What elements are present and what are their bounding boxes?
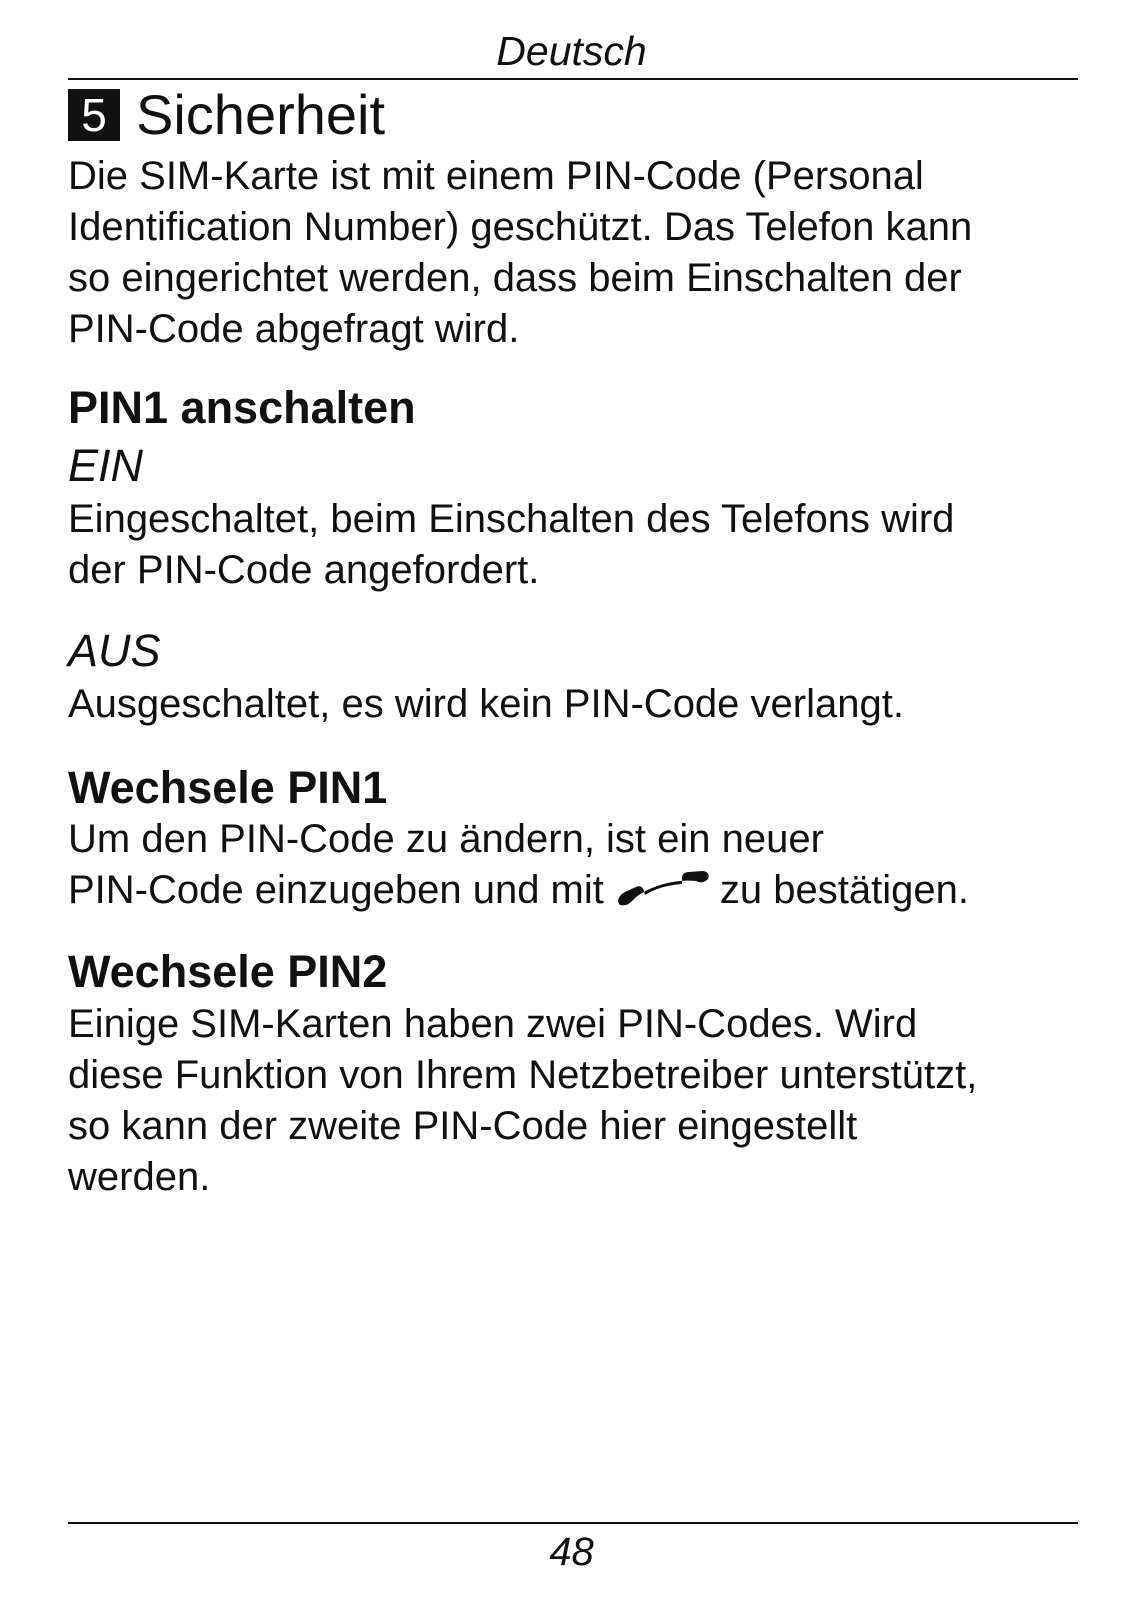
intro-line: so eingerichtet werden, dass beim Einschalten der (68, 256, 962, 300)
description-line: Eingeschaltet, beim Einschalten des Telefons wird (68, 497, 955, 541)
description-line: diese Funktion von Ihrem Netzbetreiber unterstützt, (68, 1053, 978, 1097)
page-number: 48 (549, 1530, 594, 1574)
chapter-title: Sicherheit (136, 83, 386, 146)
section-heading-change-pin1: Wechsele PIN1 (68, 762, 388, 813)
intro-line: Die SIM-Karte ist mit einem PIN-Code (Personal (68, 154, 924, 198)
description-line-with-icon (68, 865, 1128, 916)
change-pin2-paragraph (68, 999, 1128, 1203)
description-line: Ausgeschaltet, es wird kein PIN-Code verlangt. (68, 682, 904, 726)
change-pin1-paragraph (68, 814, 1128, 916)
footer-divider (68, 1522, 1078, 1524)
intro-paragraph (68, 151, 1128, 355)
chapter-number-badge: 5 (68, 89, 120, 141)
chapter-heading (68, 84, 385, 146)
description-text: PIN-Code einzugeben und mit (68, 868, 604, 912)
option-description-ein (68, 494, 1128, 596)
description-line: werden. (68, 1155, 211, 1199)
header-language: Deutsch (496, 28, 647, 74)
intro-line: Identification Number) geschützt. Das Telefon kann (68, 205, 973, 249)
header-divider (68, 78, 1078, 80)
description-line: Um den PIN-Code zu ändern, ist ein neuer (68, 817, 824, 861)
phone-call-icon (616, 865, 710, 911)
option-label-aus: AUS (68, 625, 161, 676)
description-line: Einige SIM-Karten haben zwei PIN-Codes. Wird (68, 1002, 918, 1046)
description-text: zu bestätigen. (719, 868, 969, 912)
description-line: so kann der zweite PIN-Code hier eingestellt (68, 1104, 858, 1148)
section-heading-change-pin2: Wechsele PIN2 (68, 946, 388, 997)
option-description-aus (68, 679, 1128, 730)
option-label-ein: EIN (68, 440, 144, 491)
description-line: der PIN-Code angefordert. (68, 548, 540, 592)
intro-line: PIN-Code abgefragt wird. (68, 307, 520, 351)
section-heading-pin1-on: PIN1 anschalten (68, 382, 416, 433)
